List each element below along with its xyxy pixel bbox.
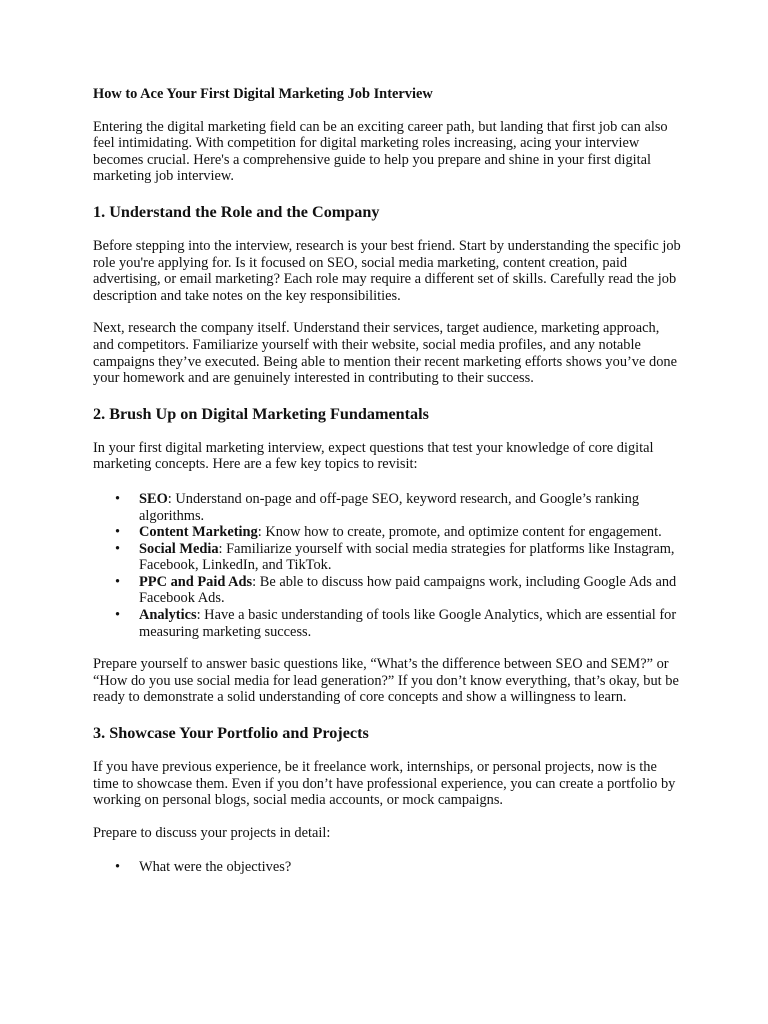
section-1-heading: 1. Understand the Role and the Company (93, 202, 380, 221)
list-item (139, 574, 683, 607)
section-2-heading: 2. Brush Up on Digital Marketing Fundamentals (93, 404, 429, 423)
document-title: How to Ace Your First Digital Marketing Job Interview (93, 86, 433, 102)
list-item-term: PPC and Paid Ads (139, 573, 253, 590)
section-1-paragraph-1: Before stepping into the interview, research is your best friend. Start by understanding the specific job role you're applying for. Is it focused on SEO, social media marketing, content creation, paid advertising, or email marketing? Each role may require a different set of skills. Carefully read the job description and take notes on the key responsibilities. (93, 237, 681, 304)
list-item (139, 491, 683, 524)
section-3-paragraph-1: If you have previous experience, be it freelance work, internships, or personal projects, now is the time to showcase them. Even if you don’t have professional experience, you can create a portfolio by working on personal blogs, social media accounts, or mock campaigns. (93, 759, 676, 809)
list-item-text: : Have a basic understanding of tools like Google Analytics, which are essential for measuring marketing success. (139, 607, 677, 640)
section-2-bullet-list (93, 491, 683, 640)
list-item-text: : Understand on-page and off-page SEO, keyword research, and Google’s ranking algorithms. (139, 490, 640, 524)
section-2-closing-paragraph: Prepare yourself to answer basic questions like, “What’s the difference between SEO and SEM?” or “How do you use social media for lead generation?” If you don’t know everything, that’s okay, but be ready to demonstrate a solid understanding of core concepts and show a willingness to learn. (93, 656, 679, 706)
section-2-paragraph-1: In your first digital marketing interview, expect questions that test your knowledge of core digital marketing concepts. Here are a few key topics to revisit: (93, 439, 654, 473)
list-item-term: Social Media (139, 540, 219, 557)
section-3-bullet-list (93, 859, 683, 876)
intro-paragraph: Entering the digital marketing field can be an exciting career path, but landing that first job can also feel intimidating. With competition for digital marketing roles increasing, acing your interview becomes crucial. Here's a comprehensive guide to help you prepare and shine in your first digital marketing job interview. (93, 118, 668, 185)
list-item (139, 541, 683, 574)
document-page (93, 86, 683, 892)
section-3-heading: 3. Showcase Your Portfolio and Projects (93, 724, 369, 743)
list-item-term: Analytics (139, 607, 197, 624)
list-item-text: : Familiarize yourself with social media strategies for platforms like Instagram, Facebook, LinkedIn, and TikTok. (139, 540, 675, 574)
list-item-term: Content Marketing (139, 524, 258, 541)
list-item-text: : Be able to discuss how paid campaigns work, including Google Ads and Facebook Ads. (139, 573, 677, 607)
list-item-text: : Know how to create, promote, and optimize content for engagement. (257, 524, 662, 541)
list-item-text: What were the objectives? (139, 859, 292, 876)
list-item (139, 607, 683, 640)
section-3-paragraph-2: Prepare to discuss your projects in detail: (93, 824, 331, 841)
list-item-term: SEO (139, 490, 168, 507)
list-item (139, 524, 683, 541)
section-1-paragraph-2: Next, research the company itself. Understand their services, target audience, marketing approach, and competitors. Familiarize yourself with their website, social media profiles, and any notable campaigns they’ve executed. Being able to mention their recent marketing efforts shows you’ve done your homework and are genuinely interested in contributing to their success. (93, 320, 677, 387)
list-item (139, 859, 683, 876)
